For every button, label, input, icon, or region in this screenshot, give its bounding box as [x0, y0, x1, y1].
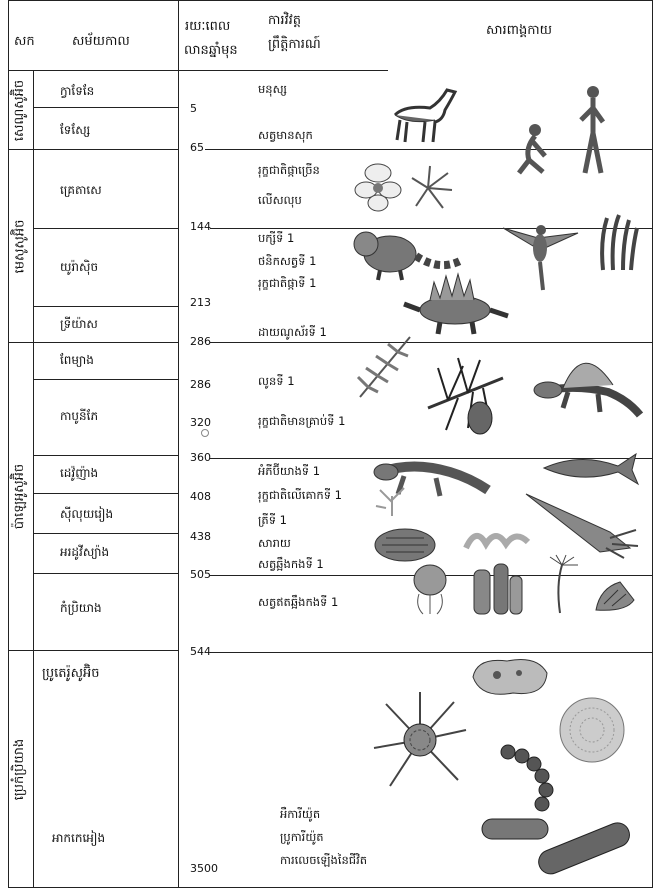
conifer-branch-icon: [418, 348, 513, 438]
event-text: រុក្ខជាតិលើគោកទី 1: [258, 488, 342, 502]
event-text: លូនទី 1: [258, 374, 295, 388]
period-proterozoic: ប្រូតេរ៉ូសូអ៊ិច: [42, 666, 100, 681]
event-text: រុក្ខជាតិផ្កាទី 1: [258, 276, 317, 290]
era-precambrian: [9, 651, 33, 887]
header-era: សក: [14, 34, 35, 49]
era-divider: [8, 342, 178, 343]
period-column-divider: [178, 0, 179, 888]
snail-icon: [590, 570, 640, 615]
small-circle-icon: [201, 429, 209, 437]
event-text: បក្សីទី 1: [258, 231, 295, 245]
table-border-top: [8, 0, 653, 1]
event-text: សត្វឥតឆ្អឹងកងទី 1: [258, 595, 339, 609]
flower-icon: [348, 158, 458, 223]
era-label: មេសូសូអ៊ិច: [12, 219, 28, 273]
event-text: អំភីប៊ីយាងទី 1: [258, 464, 321, 478]
period-triassic: ទ្រីយ៉ាស: [60, 317, 98, 331]
period-divider: [33, 455, 178, 456]
period-jurassic: យូរ៉ាស៊ិច: [60, 260, 99, 274]
event-text: អឺការីយ៉ូត: [280, 807, 321, 821]
period-divider: [33, 228, 178, 229]
event-text: សត្វឆ្អឹងកងទី 1: [258, 557, 324, 571]
time-line: [210, 652, 652, 653]
period-cambrian: កំប្រិយាង: [60, 601, 102, 615]
event-text: ថនិកសត្វទី 1: [258, 254, 317, 268]
horse-ancestor-icon: [385, 80, 465, 150]
time-value: 505: [190, 568, 211, 581]
period-carboniferous: កាបូនីភែ: [60, 409, 99, 423]
header-period: សម័យកាល: [72, 34, 130, 49]
era-mesozoic: [9, 150, 33, 342]
time-value: 213: [190, 296, 211, 309]
seaweed-icon: [462, 520, 532, 555]
period-permian: ពែម្យាង: [60, 353, 94, 367]
header-time-line2: លានឆ្នាំមុន: [184, 43, 238, 58]
header-time-line1: រយៈពេល: [185, 19, 231, 34]
event-text: ការលេចឡើងនៃជីវិត: [280, 853, 368, 867]
era-divider: [8, 650, 178, 651]
era-label: ប៉ាឡេអូសូអ៊ិច: [12, 463, 28, 530]
stegosaurus-icon: [400, 270, 510, 335]
period-devonian: ដេវ៉ូញ៉ាង: [60, 466, 99, 480]
era-column-divider: [33, 70, 34, 888]
event-text: ត្រីទី 1: [258, 513, 287, 527]
time-value: 286: [190, 378, 211, 391]
time-value: 408: [190, 490, 211, 503]
event-text: សារាយ: [258, 536, 291, 550]
period-divider: [33, 573, 178, 574]
header-event-line2: ព្រឹត្តិការណ៍: [268, 37, 321, 52]
nautiloid-shell-icon: [520, 488, 640, 558]
time-value: 5: [190, 102, 197, 115]
sponge-icon: [470, 562, 525, 617]
jellyfish-icon: [405, 562, 455, 617]
bacteria-rod-icon: [530, 820, 640, 875]
radiolarian-icon: [370, 690, 470, 790]
event-text: សត្វមានសុក: [258, 128, 313, 142]
era-paleozoic: [9, 343, 33, 650]
table-border-bottom: [8, 887, 653, 888]
header-event-line1: ការវិវត្ត: [268, 13, 302, 28]
era-cenozoic: [9, 71, 33, 149]
fern-leaf-icon: [350, 332, 420, 402]
period-ordovician: អរដូវីស្យ៉ាង: [60, 545, 110, 559]
era-divider: [8, 149, 178, 150]
era-label: សេណូសូអ៊ិច: [12, 79, 28, 141]
coral-icon: [372, 486, 412, 516]
period-tertiary: ទែស្សែ: [60, 123, 91, 137]
period-divider: [33, 493, 178, 494]
period-silurian: ស៊ីលុយរៀង: [60, 507, 114, 521]
period-divider: [33, 306, 178, 307]
time-value: 544: [190, 645, 211, 658]
header-fossils: សារពាង្គកាយ: [486, 23, 553, 38]
period-divider: [33, 379, 178, 380]
bacteria-chain-icon: [498, 740, 568, 815]
time-value: 144: [190, 220, 211, 233]
sea-plant-icon: [542, 555, 582, 615]
event-text: ប្រូការីយ៉ូត: [280, 830, 324, 844]
event-text: រុក្ខជាតិផ្កាច្រើន: [258, 163, 320, 177]
era-label: ប្រេកំប្រិយាង: [12, 738, 28, 800]
period-cretaceous: គ្រេតាសេ: [60, 183, 102, 197]
time-value: 320: [190, 416, 211, 429]
time-value: 65: [190, 141, 204, 154]
period-archean: អាកកេអៀង: [52, 831, 106, 845]
time-value: 286: [190, 335, 211, 348]
header-divider: [8, 70, 388, 71]
period-divider: [33, 107, 178, 108]
event-text: លើសលុប: [258, 193, 302, 207]
event-text: មនុស្ស: [258, 82, 287, 96]
period-divider: [33, 533, 178, 534]
early-fish-icon: [540, 448, 640, 488]
time-value: 438: [190, 530, 211, 543]
event-text: ដាយណូស័រទី 1: [258, 325, 327, 339]
protist-icon: [467, 653, 552, 701]
period-quaternary: ក្វាទែនែ: [60, 84, 95, 98]
fern-frond-icon: [595, 210, 640, 275]
early-humans-icon: [505, 78, 625, 178]
time-value: 3500: [190, 862, 218, 875]
time-value: 360: [190, 451, 211, 464]
dimetrodon-icon: [528, 330, 643, 425]
event-text: រុក្ខជាតិមានគ្រាប់ទី 1: [258, 414, 346, 428]
